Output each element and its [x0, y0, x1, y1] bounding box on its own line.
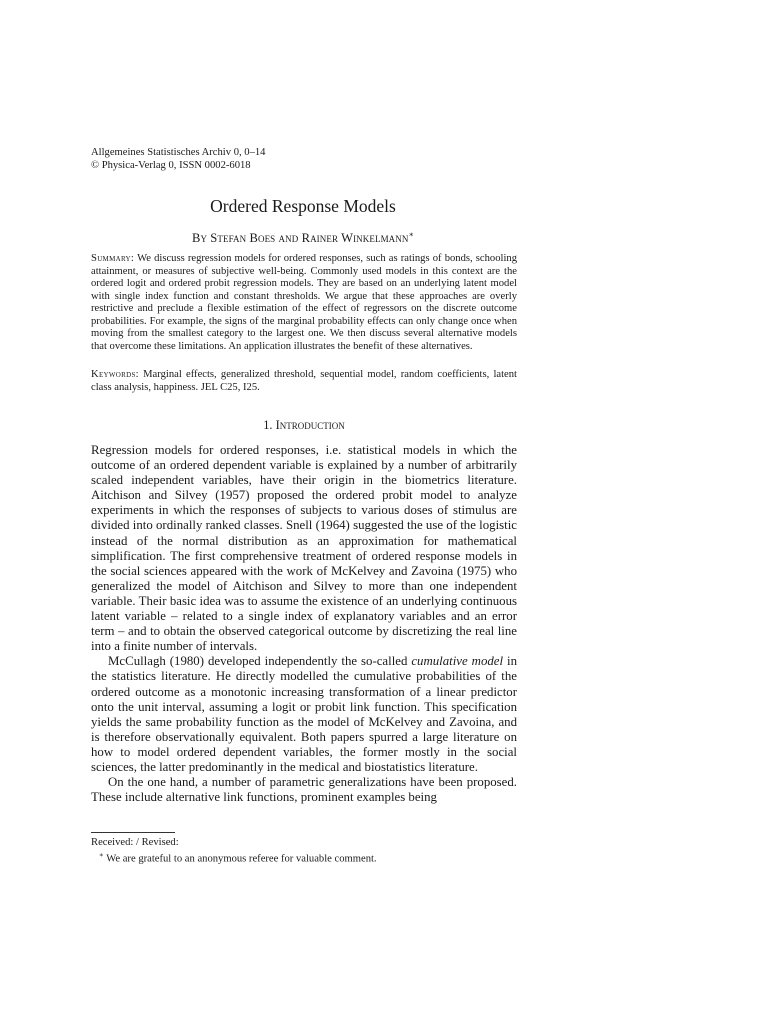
paragraph-text: McCullagh (1980) developed independently the so-called [108, 654, 412, 669]
abstract [91, 253, 517, 353]
abstract-text: We discuss regression models for ordered responses, such as ratings of bonds, schooling attainment, or measures of subjective well-being. Commonly used models in this context are the ordered logit and ordered probit regression models. They are based on an underlying latent model with single index function and constant thresholds. We argue that these approaches are overly restrictive and preclude a flexible estimation of the effect of regressors on the discrete outcome probabilities. For example, the signs of the marginal probability effects can only change once when moving from the smallest category to the largest one. We then discuss several alternative models that overcome these limitations. An application illustrates the benefit of these alternatives. [91, 253, 517, 352]
keywords-text: Marginal effects, generalized threshold, sequential model, random coefficients, latent class analysis, happiness. JEL C25, I25. [91, 369, 517, 393]
copyright-line: © Physica-Verlag 0, ISSN 0002-6018 [91, 160, 251, 171]
footnotes [91, 836, 517, 866]
journal-header [91, 146, 265, 172]
footnote [91, 849, 517, 866]
paper-title: Ordered Response Models [210, 196, 396, 216]
keywords-label: Keywords: [91, 369, 139, 380]
keywords [91, 369, 517, 394]
footnote-mark: ∗ [99, 851, 104, 859]
paragraph: On the one hand, a number of parametric generalizations have been proposed. These include alternative link functions, prominent examples being [91, 775, 517, 805]
body-text [91, 443, 517, 805]
authors-names: By Stefan Boes and Rainer Winkelmann [191, 231, 409, 246]
footnote-rule [91, 832, 175, 833]
section-heading: 1. Introduction [263, 418, 345, 432]
authors-footnote-mark: ∗ [408, 230, 415, 239]
paragraph: Regression models for ordered responses, i.e. statistical models in which the outcome of an ordered dependent variable is explained by a number of arbitrarily scaled independent variables, have their origin in the biometrics literature. Aitchison and Silvey (1957) proposed the ordered probit model to analyze experiments in which the responses of subjects to various doses of stimulus are divided into ordinally ranked classes. Snell (1964) suggested the use of the logistic instead of the normal distribution as an approximation for mathematical simplification. The first comprehensive treatment of ordered response models in the social sciences appeared with the work of McKelvey and Zavoina (1975) who generalized the model of Aitchison and Silvey to more than one independent variable. Their basic idea was to assume the existence of an underlying continuous latent variable – related to a single index of explanatory variables and an error term – and to obtain the observed categorical outcome by discretizing the real line into a finite number of intervals. [91, 443, 517, 654]
emphasis-term: cumulative model [411, 654, 504, 669]
paragraph [91, 654, 517, 775]
journal-line: Allgemeines Statistisches Archiv 0, 0–14 [91, 147, 266, 158]
paragraph-text: in the statistics literature. He directly modelled the cumulative probabilities of the ordered outcome as a monotonic increasing transformation of a linear predictor onto the unit interval, assuming a logit or probit link function. This specification yields the same probability function as the model of McKelvey and Zavoina, and is therefore observationally equivalent. Both papers spurred a large literature on how to model ordered dependent variables, the former mostly in the social sciences, the latter predominantly in the medical and biostatistics literature. [91, 654, 518, 774]
received-line: Received: / Revised: [91, 837, 179, 848]
authors-line [0, 230, 606, 246]
footnote-text: We are grateful to an anonymous referee for valuable comment. [106, 853, 377, 865]
abstract-label: Summary: [91, 253, 135, 264]
